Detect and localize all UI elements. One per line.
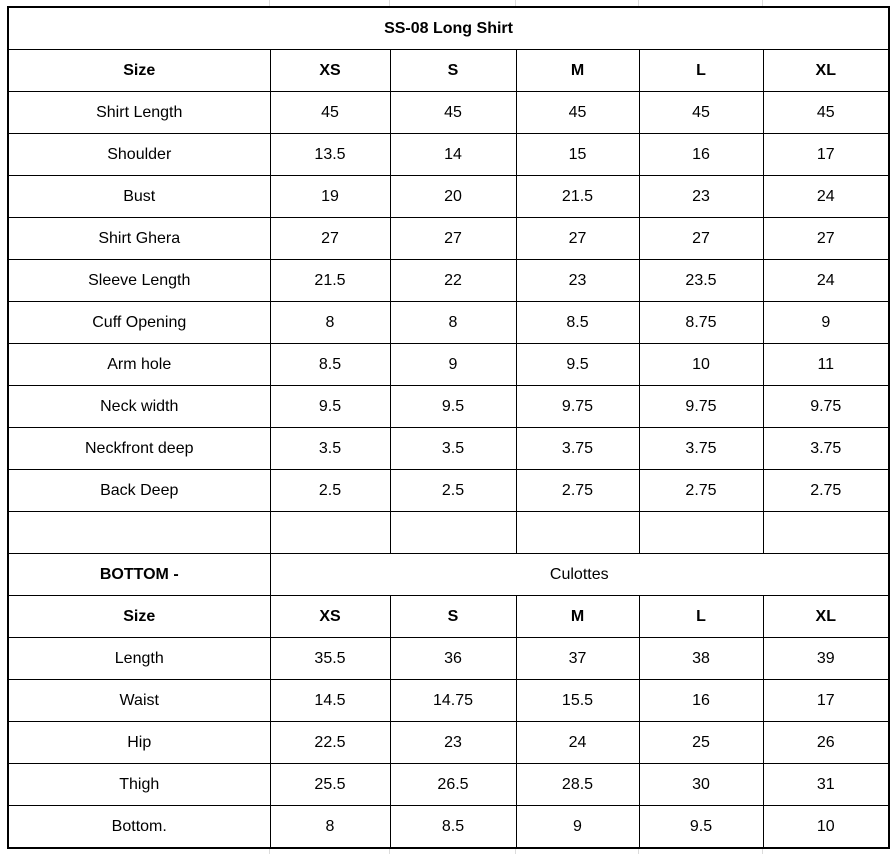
cell-value: 10 — [763, 806, 889, 849]
cell-value: 25.5 — [270, 764, 390, 806]
table-row — [8, 638, 889, 680]
cell-value: 8 — [270, 302, 390, 344]
cell-value: 9.5 — [639, 806, 763, 849]
blank-cell — [8, 512, 270, 554]
size-header-s: S — [390, 596, 516, 638]
cell-value: 9.5 — [516, 344, 639, 386]
size-header-xl: XL — [763, 50, 889, 92]
table-row — [8, 680, 889, 722]
cell-value: 38 — [639, 638, 763, 680]
cell-value: 25 — [639, 722, 763, 764]
cell-value: 45 — [270, 92, 390, 134]
bottom-title: BOTTOM - — [8, 554, 270, 596]
row-label: Thigh — [8, 764, 270, 806]
cell-value: 13.5 — [270, 134, 390, 176]
cell-value: 20 — [390, 176, 516, 218]
size-header-xl: XL — [763, 596, 889, 638]
cell-value: 9.75 — [763, 386, 889, 428]
cell-value: 14.5 — [270, 680, 390, 722]
cell-value: 11 — [763, 344, 889, 386]
cell-value: 45 — [516, 92, 639, 134]
cell-value: 27 — [516, 218, 639, 260]
cell-value: 36 — [390, 638, 516, 680]
table-row — [8, 176, 889, 218]
cell-value: 16 — [639, 134, 763, 176]
cell-value: 26.5 — [390, 764, 516, 806]
row-label: Bust — [8, 176, 270, 218]
cell-value: 3.5 — [390, 428, 516, 470]
cell-value: 17 — [763, 134, 889, 176]
row-label: Neck width — [8, 386, 270, 428]
row-label: Cuff Opening — [8, 302, 270, 344]
size-header-l: L — [639, 596, 763, 638]
table-row — [8, 764, 889, 806]
cell-value: 3.75 — [763, 428, 889, 470]
cell-value: 3.5 — [270, 428, 390, 470]
cell-value: 9.75 — [639, 386, 763, 428]
cell-value: 28.5 — [516, 764, 639, 806]
size-header-m: M — [516, 596, 639, 638]
cell-value: 17 — [763, 680, 889, 722]
cell-value: 19 — [270, 176, 390, 218]
cell-value: 14 — [390, 134, 516, 176]
table-row — [8, 428, 889, 470]
cell-value: 45 — [390, 92, 516, 134]
cell-value: 27 — [270, 218, 390, 260]
cell-value: 8.75 — [639, 302, 763, 344]
cell-value: 26 — [763, 722, 889, 764]
cell-value: 24 — [763, 176, 889, 218]
table-row — [8, 260, 889, 302]
table-row — [8, 302, 889, 344]
cell-value: 27 — [390, 218, 516, 260]
table-row — [8, 344, 889, 386]
cell-value: 9 — [516, 806, 639, 849]
shirt-size-header-row — [8, 50, 889, 92]
cell-value: 21.5 — [516, 176, 639, 218]
cell-value: 24 — [516, 722, 639, 764]
row-label: Shirt Ghera — [8, 218, 270, 260]
row-label: Sleeve Length — [8, 260, 270, 302]
cell-value: 24 — [763, 260, 889, 302]
cell-value: 23 — [390, 722, 516, 764]
bottom-style: Culottes — [270, 554, 889, 596]
blank-cell — [639, 512, 763, 554]
size-header-xs: XS — [270, 50, 390, 92]
shirt-title: SS-08 Long Shirt — [8, 7, 889, 50]
cell-value: 3.75 — [516, 428, 639, 470]
cell-value: 8.5 — [270, 344, 390, 386]
cell-value: 27 — [763, 218, 889, 260]
bottom-title-row — [8, 554, 889, 596]
blank-cell — [516, 512, 639, 554]
table-row — [8, 92, 889, 134]
table-row — [8, 722, 889, 764]
row-label: Back Deep — [8, 470, 270, 512]
row-label: Bottom. — [8, 806, 270, 849]
table-row — [8, 134, 889, 176]
size-header-m: M — [516, 50, 639, 92]
cell-value: 16 — [639, 680, 763, 722]
cell-value: 35.5 — [270, 638, 390, 680]
size-header-label: Size — [8, 50, 270, 92]
blank-cell — [270, 512, 390, 554]
cell-value: 2.75 — [763, 470, 889, 512]
table-row — [8, 386, 889, 428]
size-header-label: Size — [8, 596, 270, 638]
size-header-s: S — [390, 50, 516, 92]
cell-value: 8.5 — [516, 302, 639, 344]
cell-value: 8 — [270, 806, 390, 849]
cell-value: 8 — [390, 302, 516, 344]
cell-value: 45 — [639, 92, 763, 134]
cell-value: 37 — [516, 638, 639, 680]
cell-value: 2.5 — [390, 470, 516, 512]
bottom-size-header-row — [8, 596, 889, 638]
cell-value: 2.75 — [516, 470, 639, 512]
blank-cell — [390, 512, 516, 554]
cell-value: 15.5 — [516, 680, 639, 722]
cell-value: 39 — [763, 638, 889, 680]
cell-value: 2.75 — [639, 470, 763, 512]
cell-value: 10 — [639, 344, 763, 386]
row-label: Hip — [8, 722, 270, 764]
cell-value: 27 — [639, 218, 763, 260]
cell-value: 9.5 — [390, 386, 516, 428]
blank-cell — [763, 512, 889, 554]
table-row — [8, 806, 889, 849]
cell-value: 9 — [763, 302, 889, 344]
size-header-xs: XS — [270, 596, 390, 638]
cell-value: 9 — [390, 344, 516, 386]
size-chart-table — [7, 6, 890, 849]
cell-value: 2.5 — [270, 470, 390, 512]
row-label: Neckfront deep — [8, 428, 270, 470]
table-row — [8, 470, 889, 512]
table-row — [8, 218, 889, 260]
cell-value: 21.5 — [270, 260, 390, 302]
cell-value: 23 — [639, 176, 763, 218]
cell-value: 30 — [639, 764, 763, 806]
row-label: Length — [8, 638, 270, 680]
cell-value: 22 — [390, 260, 516, 302]
cell-value: 9.5 — [270, 386, 390, 428]
spacer-row — [8, 512, 889, 554]
cell-value: 3.75 — [639, 428, 763, 470]
cell-value: 9.75 — [516, 386, 639, 428]
row-label: Shoulder — [8, 134, 270, 176]
cell-value: 14.75 — [390, 680, 516, 722]
row-label: Waist — [8, 680, 270, 722]
cell-value: 8.5 — [390, 806, 516, 849]
row-label: Arm hole — [8, 344, 270, 386]
cell-value: 45 — [763, 92, 889, 134]
cell-value: 23.5 — [639, 260, 763, 302]
cell-value: 22.5 — [270, 722, 390, 764]
cell-value: 23 — [516, 260, 639, 302]
shirt-title-row — [8, 7, 889, 50]
cell-value: 31 — [763, 764, 889, 806]
cell-value: 15 — [516, 134, 639, 176]
row-label: Shirt Length — [8, 92, 270, 134]
size-header-l: L — [639, 50, 763, 92]
